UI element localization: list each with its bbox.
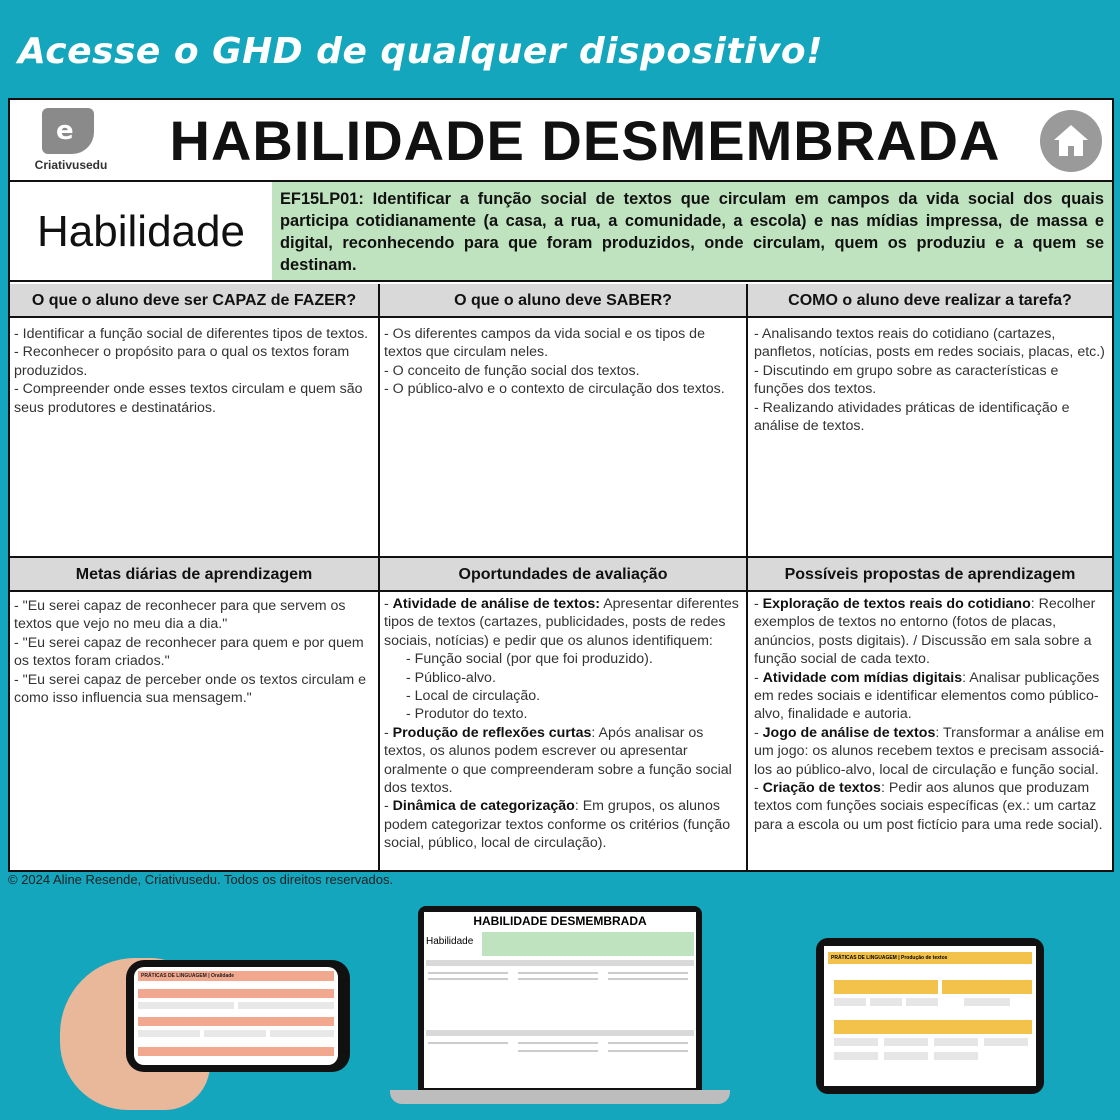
cell-metas <box>10 594 378 710</box>
home-icon <box>1051 121 1091 161</box>
banner-title: Acesse o GHD de qualquer dispositivo! <box>18 31 823 72</box>
laptop-mockup <box>418 906 702 1090</box>
home-button[interactable] <box>1040 110 1102 172</box>
laptop-line <box>428 972 508 974</box>
header-avaliacao: Oportundades de avaliação <box>380 558 746 592</box>
tablet-cell <box>834 1052 878 1060</box>
sub-item: - Público-alvo. <box>406 669 496 686</box>
habilidade-label: Habilidade <box>37 207 245 256</box>
list-item: - "Eu serei capaz de reconhecer para que servem os textos que vejo no meu dia a dia." <box>14 598 346 633</box>
tablet-cell <box>870 998 902 1006</box>
copyright: © 2024 Aline Resende, Criativusedu. Todos os direitos reservados. <box>8 872 394 887</box>
page-title: HABILIDADE DESMEMBRADA <box>169 109 1001 172</box>
sub-item: - Função social (por que foi produzido). <box>406 651 653 668</box>
divider <box>746 284 748 870</box>
header-saber: O que o aluno deve SABER? <box>380 284 746 318</box>
laptop-line <box>608 978 688 980</box>
phone-cell <box>138 1030 200 1037</box>
tablet-bar: PRÁTICAS DE LINGUAGEM | Produção de textos <box>828 952 1032 964</box>
laptop-title: HABILIDADE DESMEMBRADA <box>473 914 647 928</box>
laptop-base <box>390 1090 730 1104</box>
header-metas: Metas diárias de aprendizagem <box>10 558 378 592</box>
list-item: - Produção de reflexões curtas: Após analisar os textos, os alunos podem escrever ou apresentar oralmente o que compreenderam sobre a função social dos textos. <box>384 724 732 797</box>
tablet-cell <box>884 1038 928 1046</box>
logo-text: Criativusedu <box>34 158 108 172</box>
list-item: - Analisando textos reais do cotidiano (cartazes, panfletos, notícias, posts em redes sociais, placas, etc.) <box>754 326 1105 361</box>
laptop-hab-label: Habilidade <box>426 936 474 947</box>
habilidade-row <box>10 182 1112 282</box>
laptop-line <box>608 1042 688 1044</box>
laptop-line <box>608 972 688 974</box>
tablet-cell <box>906 998 938 1006</box>
list-item: - O público-alvo e o contexto de circulação dos textos. <box>384 381 725 398</box>
laptop-header-bar <box>426 960 694 966</box>
list-item: - Atividade de análise de textos: Apresentar diferentes tipos de textos (cartazes, publicidades, posts de redes sociais, notícias) e pedir que os alunos identifiquem: <box>384 596 739 649</box>
sub-item: - Produtor do texto. <box>406 706 528 723</box>
list-item: - O conceito de função social dos textos. <box>384 362 640 379</box>
sub-item: - Local de circulação. <box>406 688 541 705</box>
cell-como <box>750 322 1110 438</box>
header-capaz-fazer: O que o aluno deve ser CAPAZ de FAZER? <box>10 284 378 318</box>
list-item: - Jogo de análise de textos: Transformar a análise em um jogo: os alunos recebem textos e precisam associá-los ao público-alvo, local de circulação e função social. <box>754 724 1105 778</box>
tablet-cell <box>934 1052 978 1060</box>
header-row <box>10 100 1112 182</box>
list-item: - Criação de textos: Pedir aos alunos que produzam textos com funções sociais específicas (ex.: um cartaz para a escola ou um post fictício para uma rede social). <box>754 780 1103 833</box>
laptop-hab-text <box>482 932 694 956</box>
laptop-screen <box>424 912 696 1088</box>
divider <box>378 284 380 870</box>
phone-cell <box>238 1002 334 1009</box>
phone-cell <box>204 1030 266 1037</box>
list-item: - Reconhecer o propósito para o qual os textos foram produzidos. <box>14 344 350 379</box>
list-item: - Exploração de textos reais do cotidiano: Recolher exemplos de textos no entorno (fotos de placas, anúncios, posts digitais). / Discussão em sala sobre a função social de cada texto. <box>754 596 1096 668</box>
logo-icon <box>42 108 94 154</box>
tablet-cell <box>834 998 866 1006</box>
logo <box>16 106 126 176</box>
list-item: - "Eu serei capaz de reconhecer para quem e por quem os textos foram criados." <box>14 634 364 670</box>
tablet-mockup <box>816 938 1044 1094</box>
phone-mockup <box>126 960 350 1072</box>
phone-screen <box>134 967 338 1065</box>
list-item: - Atividade com mídias digitais: Analisar publicações em redes sociais e identificar elementos como público-alvo, finalidade e autoria. <box>754 669 1100 723</box>
document-sheet <box>8 98 1114 872</box>
phone-block <box>138 1047 334 1056</box>
tablet-screen <box>824 946 1036 1086</box>
list-item: - Dinâmica de categorização: Em grupos, os alunos podem categorizar textos conforme os critérios (função social, público, local de circulação). <box>384 798 731 852</box>
cell-avaliacao <box>380 592 746 856</box>
cell-capaz-fazer <box>10 322 378 420</box>
list-item: - Os diferentes campos da vida social e os tipos de textos que circulam neles. <box>384 326 705 361</box>
tablet-block <box>942 980 1032 994</box>
cell-propostas <box>750 592 1110 837</box>
tablet-cell <box>834 1038 878 1046</box>
laptop-line <box>428 1042 508 1044</box>
tablet-cell <box>934 1038 978 1046</box>
laptop-line <box>518 972 598 974</box>
laptop-line <box>608 1050 688 1052</box>
laptop-line <box>518 1050 598 1052</box>
tablet-cell <box>984 1038 1028 1046</box>
tablet-block <box>834 980 938 994</box>
phone-bar: PRÁTICAS DE LINGUAGEM | Oralidade <box>138 971 334 981</box>
laptop-line <box>518 1042 598 1044</box>
list-item: - Realizando atividades práticas de identificação e análise de textos. <box>754 399 1070 435</box>
header-como: COMO o aluno deve realizar a tarefa? <box>748 284 1112 318</box>
phone-block <box>138 1017 334 1026</box>
habilidade-text: EF15LP01: Identificar a função social de textos que circulam em campos da vida social dos quais participa cotidianamente (a casa, a rua, a comunidade, a escola) e nas mídias impressa, de massa e digital, reconhecendo para que foram produzidos, onde circulam, quem os produziu e a quem se destinam. <box>272 182 1112 280</box>
list-item: - Compreender onde esses textos circulam e quem são seus produtores e destinatários. <box>14 381 363 416</box>
phone-cell <box>270 1030 334 1037</box>
list-item: - "Eu serei capaz de perceber onde os textos circulam e como isso influencia sua mensagem." <box>14 671 367 707</box>
laptop-line <box>428 978 508 980</box>
phone-cell <box>138 1002 234 1009</box>
list-item: - Discutindo em grupo sobre as características e funções dos textos. <box>754 362 1059 398</box>
laptop-line <box>518 978 598 980</box>
cell-saber <box>380 322 746 402</box>
phone-block <box>138 989 334 998</box>
tablet-cell <box>884 1052 928 1060</box>
header-propostas: Possíveis propostas de aprendizagem <box>748 558 1112 592</box>
tablet-block <box>834 1020 1032 1034</box>
tablet-cell <box>964 998 1010 1006</box>
laptop-header-bar <box>426 1030 694 1036</box>
list-item: - Identificar a função social de diferentes tipos de textos. <box>14 326 369 342</box>
